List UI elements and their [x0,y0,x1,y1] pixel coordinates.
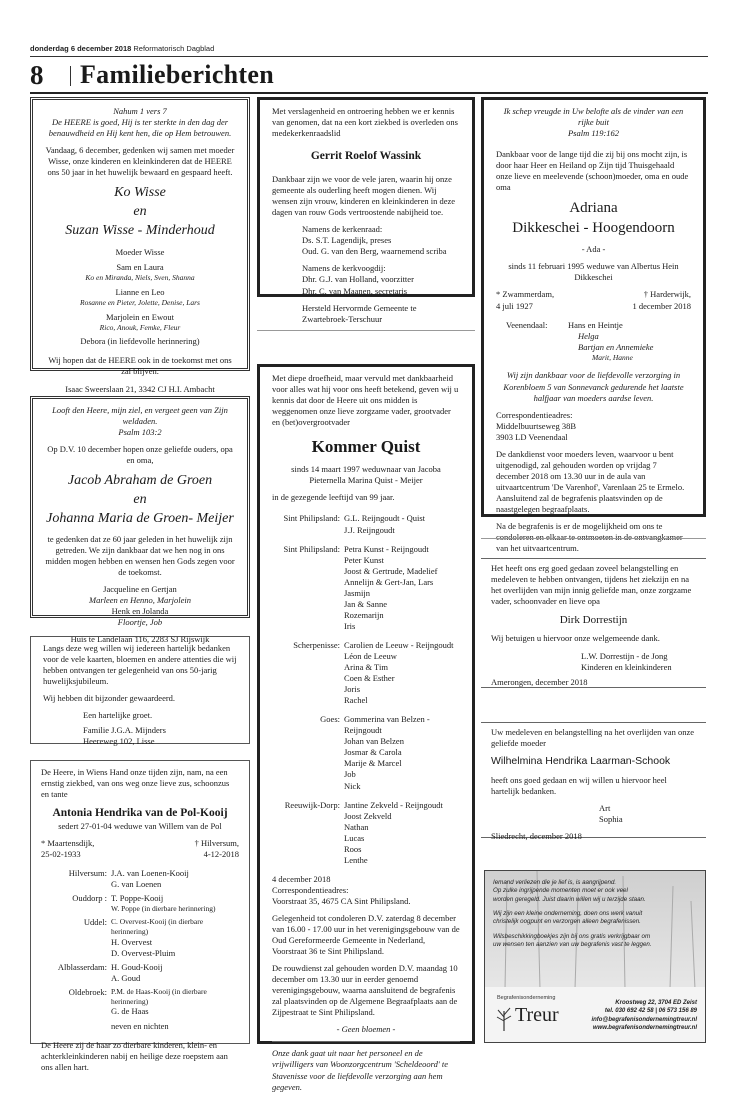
relative-name: Joost Zekveld [344,810,392,821]
announcement-de-groen [30,396,250,645]
divider [272,1041,460,1042]
relative-name: Jan & Sanne [344,598,387,609]
relative-place: Hilversum: [68,868,107,879]
intro-text: Vandaag, 6 december, gedenken wij samen met moeder Wisse, onze kinderen en kleinkinderen dat de HEERE ons 50 jaar in het huwelijk bewaard en gespaard heeft. [45,145,235,178]
family-main: Moeder Wisse [115,246,165,257]
address: Huis te Landelaan 116, 2283 SJ Rijswijk [70,634,210,645]
announcement-laarman [481,722,706,841]
family-line: Jacqueline en Gertjan [103,584,177,595]
relative-name: Iris [344,620,356,631]
name-1: Ko Wisse [114,185,166,201]
trustees-label: Namens de kerkvoogdij: [302,263,386,274]
header-rule [30,56,708,57]
title-rule [30,92,708,94]
relatives [41,868,239,1032]
separator [257,330,475,331]
relative-name: Gommerina van Belzen - Reijngoudt [344,714,430,736]
ad-line: Wij zijn een kleine onderneming, doen ons werk vanuit [493,910,643,918]
name-2: Dikkeschei - Hoogendoorn [512,219,675,236]
deceased-name: Gerrit Roelof Wassink [310,150,422,163]
page-header [30,44,214,53]
council-member: Oud. G. van den Berg, waarnemend scriba [302,246,447,257]
address-line: Kroostweg 22, 3704 ED Zeist [615,1000,697,1006]
service-text: De rouwdienst zal gehouden worden D.V. maandag 10 december om 13.30 uur in eerder genoemd verenigingsgebouw, waarna aansluitend de begrafenis zal plaatsvinden op de Algemene Begraafplaats aan de Zijpestraat te Sint Philipsland. [272,963,458,1018]
deceased-name: Wilhelmina Hendrika Laarman-Schook [491,755,671,768]
deceased-name: Antonia Hendrika van de Pol-Kooij [52,807,228,820]
relative-name: Lucas [344,832,365,843]
signer: Art [599,802,611,813]
signer: Kinderen en kleinkinderen [581,661,672,672]
relative-name: G. van Loenen [111,879,162,890]
verse-text: De HEERE is goed, Hij is ter sterkte in den dag der benauwdheid en Hij kent hen, die op Hem betrouwen. [48,117,232,139]
ad-line: uw wensen ten aanzien van uw begrafenis vast te leggen. [493,941,652,949]
died-date: 4-12-2018 [203,849,239,860]
corr-label: Correspondentieadres: [496,409,573,420]
address: Heereweg 102, Lisse [83,736,155,747]
relative-name: Annelijn & Gert-Jan, Lars [344,576,434,587]
family-main: Marjolein en Ewout [106,311,174,322]
council-member: Ds. S.T. Lagendijk, preses [302,235,392,246]
relative-name: Peter Kunst [344,554,384,565]
thanks-text: heeft ons goed gedaan en wij willen u hiervoor heel hartelijk bedanken. [491,774,667,796]
thanks-text: Wij zijn dankbaar voor de liefdevolle verzorging in Korenbloem 5 van Sonnevanck gedurende het laatste halfjaar van moeders aardse leven. [503,370,684,403]
thanks-line: Wij betuigen u hiervoor onze welgemeende dank. [491,633,660,644]
family-sub: Rosanne en Pieter, Jolette, Denise, Lars [80,297,200,307]
church-name: Hersteld Hervormde Gemeente te Zwartebroek-Terschuur [302,302,417,324]
company-label: Begrafenisonderneming [497,995,556,1001]
tree-logo-icon [493,1005,515,1031]
announcement-quist [257,364,475,1092]
relative-name: Jasmijn [344,587,370,598]
relative-name: Carolien de Leeuw - Reijngoudt [344,639,454,650]
header-paper: Reformatorisch Dagblad [133,44,215,53]
condolence-text: Gelegenheid tot condoleren D.V. zaterdag 8 december van 16.00 - 17.00 uur in het verenigingsgebouw van de Oud Gereformeerde Gemeente in Nederland, Voorstraat 36 te Sint Philipsland. [272,912,460,957]
body-text: Dankbaar zijn we voor de vele jaren, waarin hij onze gemeente als ouderling heeft mogen dienen. Wij wensen zijn vrouw, kinderen en kleinkinderen in deze dagen van rouw Gods vertroostende nabijheid toe. [272,174,456,218]
relative-name: Petra Kunst - Reijngoudt [344,543,429,554]
nephews: neven en nichten [111,1021,169,1032]
intro-text: Op D.V. 10 december hopen onze geliefde ouders, opa en oma, [47,444,233,466]
relative-name: Joris [344,684,361,695]
deceased-name: Kommer Quist [311,437,421,457]
ad-line: christelijk oogpunt en verzorgen alleen begrafenissen. [493,918,641,926]
relative-place: Sint Philipsland: [283,543,340,554]
thanks-text: Het heeft ons erg goed gedaan zoveel belangstelling en medeleven te hebben ontvangen, tijdens het ziekzijn en na het overlijden van mijn innig geliefde man, onze zorgzame vader, schoonvader en lieve opa [491,563,692,607]
corr-address: Middelbuurtseweg 38B [496,420,577,431]
family-main: Hans en Heintje [568,319,623,330]
announcement-dikkeschei [481,97,706,554]
born-date: 4 juli 1927 [496,300,533,311]
relative-name: Roos [344,843,362,854]
relative-name: G.L. Reijngoudt - Quist [344,513,425,524]
name-1: Jacob Abraham de Groen [67,473,213,489]
service-text: De dankdienst voor moeders leven, waarvoor u bent uitgenodigd, zal gehouden worden op vrijdag 7 december 2018 om 13.30 uur in de aula van uitvaartcentrum 'De Varenhof', Varenlaan 25 te Ermelo. Aansluitend zal de begrafenis plaatsvinden op de naastgelegen begraafplaats. [496,448,685,514]
family-line: Marleen en Henno, Marjolein [89,595,191,606]
section-title: Familieberichten [80,60,274,89]
relative-name: W. Poppe (in dierbare herinnering) [111,904,216,914]
phone-line: tel. 030 692 42 58 | 06 573 156 89 [604,1008,697,1015]
family-main: Lianne en Leo [115,286,165,297]
family-main: Sam en Laura [116,262,164,272]
verse-text: Looft den Heere, mijn ziel, en vergeet geen van Zijn weldaden. [52,405,228,427]
intro-text: De Heere, in Wiens Hand onze tijden zijn, nam, na een ernstig ziekbed, van ons weg onze lieve zus, schoonzus en tante [41,767,230,800]
relative-place: Goes: [320,714,340,725]
ad-line: Op zulke ingrijpende momenten moet er ook veel [493,887,628,895]
announcement-van-de-pol [30,760,250,1073]
intro-text: Uw medeleven en belangstelling na het overlijden van onze geliefde moeder [491,727,694,749]
ad-background-image [485,871,705,989]
name-2: Suzan Wisse - Minderhoud [65,223,215,239]
died-place: † Harderwijk, [643,289,691,300]
verse-ref: Psalm 103:2 [118,427,162,438]
funeral-company-ad [484,870,706,1043]
ad-line: Wilsbeschikkingboekjes zijn bij ons gratis verkrijgbaar om [493,932,651,940]
thanks-text: Onze dank gaat uit naar het personeel en de vrijwilligers van Woonzorgcentrum 'Scheldeoord' te Stavenisse voor de liefdevolle verzorging aan hem gegeven. [272,1048,448,1092]
relative-name: Jantine Zekveld - Reijngoudt [344,799,443,810]
born-place: * Zwammerdam, [496,289,555,300]
relative-place: Uddel: [83,917,107,928]
ad-line: worden geregeld. Juist daarin willen wij u terzijde staan. [493,895,646,903]
relative-name: Marije & Marcel [344,758,402,769]
separator [481,538,706,539]
relatives [272,513,460,865]
family-sub: Helga [578,330,599,341]
born-date: 25-02-1933 [41,849,81,860]
born-place: * Maartensdijk, [41,838,95,849]
place-date: Amerongen, december 2018 [491,676,588,687]
header-divider [70,66,71,86]
verse-ref: Psalm 119:162 [567,128,620,139]
relative-name: Arina & Tim [344,662,388,673]
hope-text: Wij hopen dat de HEERE ook in de toekomst met ons zal blijven. [48,355,232,377]
family-sub: Rico, Anouk, Femke, Fleur [99,322,181,332]
corr-address: Voorstraat 35, 4675 CA Sint Philipsland. [272,895,411,906]
trustee: Dhr. G.J. van Holland, voorzitter [302,274,414,285]
age-text: in de gezegende leeftijd van 99 jaar. [272,492,395,503]
family-sub: Bartjan en Annemieke [578,341,654,352]
address: Isaac Sweerslaan 21, 3342 CJ H.I. Ambacht [65,383,215,394]
relative-name: Coen & Esther [344,673,395,684]
relative-name: Rozemarijn [344,609,384,620]
thanks-text: Langs deze weg willen wij iedereen hartelijk bedanken voor de vele kaarten, bloemen en andere attenties die wij hebben ontvangen ter gelegenheid van ons 50-jarig huwelijksjubileum. [43,643,237,687]
relative-place: Alblasserdam: [57,961,107,972]
relative-name: J.J. Reijngoudt [344,524,395,535]
closing-text: De Heere zij de haar zo dierbare kinderen, klein- en achterkleinkinderen nabij en heilige deze roepstem aan ons allen hart. [41,1040,228,1073]
ad-footer [485,987,705,1042]
dates [41,838,239,860]
relative-name: Nathan [344,821,369,832]
company-address [591,999,697,1033]
relative-name: T. Poppe-Kooij [111,893,164,904]
family-sub: Ko en Miranda, Niels, Sven, Shanna [85,273,195,283]
nickname: - Ada - [581,244,606,255]
corr-address: 3903 LD Veenendaal [496,431,568,442]
since-text: sinds 14 maart 1997 weduwnaar van Jacoba Pieternella Marina Quist - Meijer [291,464,441,486]
name-1: Adriana [569,200,618,217]
relative-name: G. de Haas [111,1006,149,1017]
and-text: en [133,492,147,508]
family [496,320,691,363]
announcement-wisse [30,97,250,394]
relative-name: Nick [344,780,361,791]
relative-place: Sint Philipsland: [283,513,340,524]
relative-name: C. Overvest-Kooij (in dierbare herinnering) [111,917,204,936]
relative-name: P.M. de Haas-Kooij (in dierbare herinnering) [111,986,207,1006]
company-logo: Treur [515,1004,559,1026]
verse-ref: Nahum 1 vers 7 [113,106,167,116]
family-list [43,247,237,347]
announcement-mijnders [30,636,250,747]
email-link[interactable]: info@begrafenisondernemingtreur.nl [591,1016,697,1023]
verse-text: Ik schep vreugde in Uw belofte als de vinder van een rijke buit [503,106,684,128]
relative-name: J.A. van Loenen-Kooij [111,868,189,879]
place-date: Sliedrecht, december 2018 [491,830,582,841]
signer: Sophia [599,813,623,824]
relative-place: Scherpenisse: [293,639,340,650]
relative-name: H. Goud-Kooij [111,961,163,972]
relative-place: Ouddorp : [72,893,107,904]
intro-text: Met verslagenheid en ontroering hebben we er kennis van genomen, dat na een kort ziekbed is overleden ons medekerkenraadslid [272,106,458,139]
since-text: sinds 11 februari 1995 weduwe van Albertus Hein Dikkeschei [508,261,679,283]
relative-name: Joost & Gertrude, Madelief [344,565,438,576]
name-2: Johanna Maria de Groen- Meijer [46,511,234,527]
body-text: te gedenken dat ze 60 jaar geleden in het huwelijk zijn getreden. We zijn dankbaar dat we hen nog in ons midden mogen hebben en wensen hen Gods zegen voor de toekomst. [45,533,235,578]
family-place: Veenendaal: [506,319,548,330]
and-text: en [133,204,147,220]
signer: L.W. Dorrestijn - de Jong [581,650,668,661]
died-place: † Hilversum, [194,838,239,849]
relative-name: Josmar & Carola [344,747,402,758]
no-flowers: - Geen bloemen - [336,1024,396,1035]
trustee: Dhr. C. van Maanen, secretaris [302,285,408,296]
relative-place: Reeuwijk-Dorp: [284,799,340,810]
relative-name: Rachel [344,695,368,706]
header-date: donderdag 6 december 2018 [30,44,132,53]
relative-place: Oldebroek: [68,986,107,997]
deceased-name: Dirk Dorrestijn [559,614,628,627]
family-line: Floortje, Job [117,617,163,628]
announcement-dorrestijn [481,558,706,688]
relative-name: Lenthe [344,854,368,865]
thanks-text-2: Wij hebben dit bijzonder gewaardeerd. [43,693,176,704]
family-sub: Marit, Hanne [592,352,633,362]
ad-line: Iemand verliezen die je lief is, is aangrijpend. [493,879,617,886]
council-label: Namens de kerkenraad: [302,224,383,235]
family-name: Familie J.G.A. Mijnders [83,725,166,736]
died-date: 1 december 2018 [632,300,691,311]
relative-name: H. Overvest [111,936,153,947]
announcement-wassink [257,97,475,324]
relative-name: Job [344,769,356,780]
since-text: sedert 27-01-04 weduwe van Willem van de Pol [58,821,222,832]
relative-name: Léon de Leeuw [344,650,397,661]
family-main: Debora (in liefdevolle herinnering) [80,336,200,347]
corr-label: Correspondentieadres: [272,884,349,895]
greeting: Een hartelijke groet. [83,710,153,721]
intro-text: Met diepe droefheid, maar vervuld met dankbaarheid voor alles wat hij voor ons heeft betekend, geven wij u kennis dat door de Heere uit ons midden is weggenomen onze lieve zorgzame vader, grootvader en (bet)overgrootvader [272,373,459,428]
date: 4 december 2018 [272,873,331,884]
page-number: 8 [30,60,44,90]
intro-text: Dankbaar voor de lange tijd die zij bij ons mocht zijn, is door haar Heer en Heiland op Zijn tijd Thuisgehaald onze lieve en meelevende (schoon)moeder, oma en oude oma [496,149,689,193]
ad-text [493,879,697,950]
condolence-text: Na de begrafenis is er de mogelijkheid om ons te condoleren en elkaar te ontmoeten in de ontvangkamer van het uitvaartcentrum. [496,521,683,554]
relative-name: Johan van Belzen [344,736,404,747]
dates [496,289,691,311]
website-link[interactable]: www.begrafenisondernemingtreur.nl [592,1025,697,1032]
relative-name: A. Goud [111,972,141,983]
relative-name: D. Overvest-Pluim [111,947,176,958]
family-line: Henk en Jolanda [111,606,169,617]
